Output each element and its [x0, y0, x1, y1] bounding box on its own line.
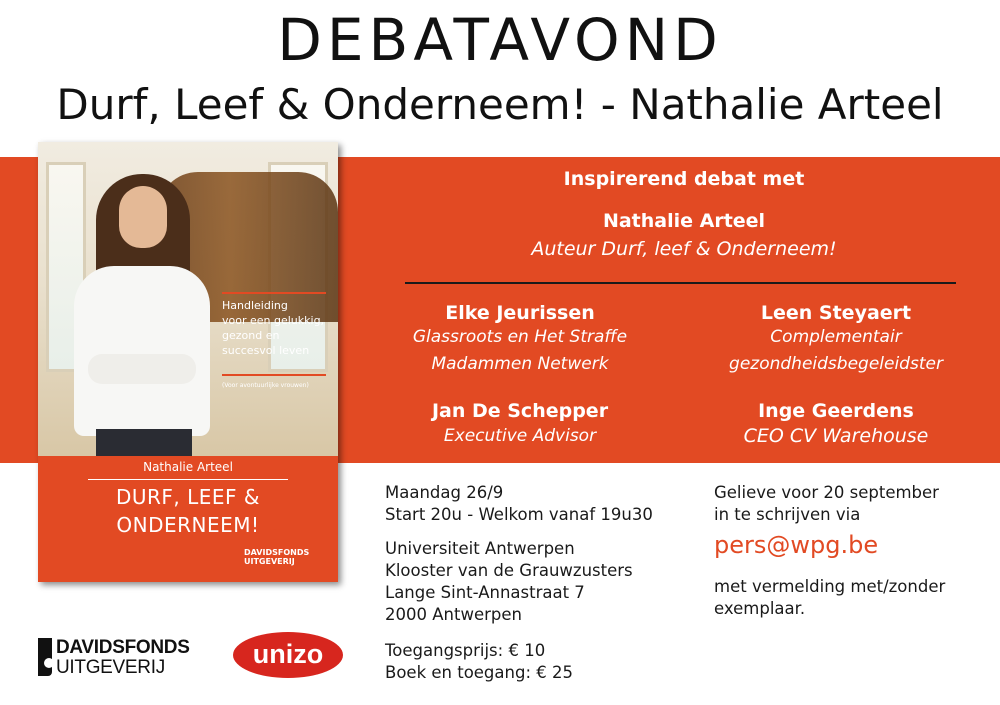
speaker-role: CEO CV Warehouse	[743, 425, 929, 447]
speaker-name: Jan De Schepper	[431, 400, 609, 422]
event-title: DEBATAVOND	[277, 6, 723, 74]
unizo-logo: unizo	[233, 632, 343, 678]
cover-tagline: Handleiding voor een gelukkig, gezond en succesvol leven	[222, 299, 325, 357]
davidsfonds-logo: DAVIDSFONDS UITGEVERIJ	[38, 636, 228, 680]
speaker-name: Leen Steyaert	[760, 302, 912, 324]
cover-rule-top	[222, 292, 326, 294]
speaker-name: Elke Jeurissen	[445, 302, 595, 324]
cover-publisher-logo: DAVIDSFONDS UITGEVERIJ	[244, 548, 310, 566]
main-speaker-name: Nathalie Arteel	[602, 210, 766, 232]
speaker-name: Inge Geerdens	[758, 400, 914, 422]
event-subtitle: Durf, Leef & Onderneem! - Nathalie Arteel	[56, 80, 944, 129]
cover-title-rule	[88, 479, 288, 480]
registration-text: Gelieve voor 20 september in te schrijven via	[714, 483, 939, 524]
event-datetime: Maandag 26/9 Start 20u - Welkom vanaf 19u30	[385, 483, 653, 524]
debate-intro: Inspirerend debat met	[563, 168, 805, 190]
speaker-role: Executive Advisor	[443, 426, 597, 446]
cover-small-note: (Voor avontuurlijke vrouwen)	[222, 382, 309, 389]
speaker-role: Complementair gezondheidsbegeleidster	[729, 327, 943, 374]
davidsfonds-mark-icon	[38, 638, 52, 676]
cover-rule-bottom	[222, 374, 326, 376]
registration-note: met vermelding met/zonder exemplaar.	[714, 577, 946, 618]
event-venue: Universiteit Antwerpen Klooster van de Grauwzusters Lange Sint-Annastraat 7 2000 Antwerpen	[385, 539, 633, 624]
speaker-role: Glassroots en Het Straffe Madammen Netwerk	[412, 327, 628, 374]
cover-author: Nathalie Arteel	[143, 460, 233, 474]
event-prices: Toegangsprijs: € 10 Boek en toegang: € 25	[385, 641, 573, 682]
book-cover	[38, 142, 338, 582]
cover-title: DURF, LEEF & ONDERNEEM!	[115, 485, 261, 537]
registration-email-link[interactable]: pers@wpg.be	[714, 531, 879, 559]
speaker-divider	[405, 282, 956, 284]
main-speaker-role: Auteur Durf, leef & Onderneem!	[531, 238, 837, 260]
